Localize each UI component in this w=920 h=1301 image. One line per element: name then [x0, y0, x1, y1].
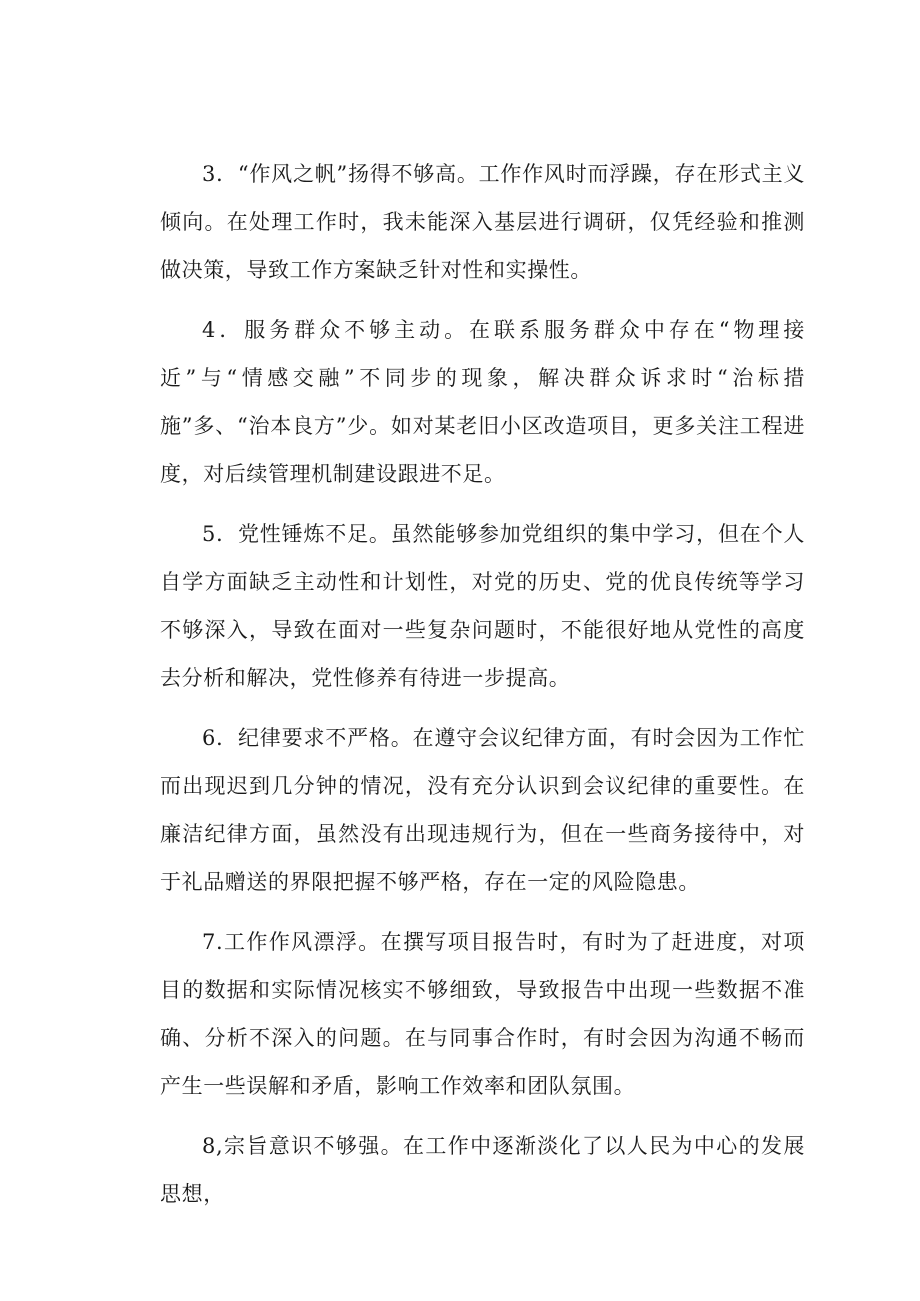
paragraph-item-5: 5．党性锤炼不足。虽然能够参加党组织的集中学习，但在个人自学方面缺乏主动性和计划性，对党的历史、党的优良传统等学习不够深入，导致在面对一些复杂问题时，不能很好地从党性的高度去分析和解决，党性修养有待进一步提高。 [160, 522, 805, 690]
paragraph-item-6: 6．纪律要求不严格。在遵守会议纪律方面，有时会因为工作忙而出现迟到几分钟的情况，没有充分认识到会议纪律的重要性。在廉洁纪律方面，虽然没有出现违规行为，但在一些商务接待中，对于礼品赠送的界限把握不够严格，存在一定的风险隐患。 [160, 726, 805, 894]
paragraph-item-3: 3．“作风之帆”扬得不够高。工作作风时而浮躁，存在形式主义倾向。在处理工作时，我未能深入基层进行调研，仅凭经验和推测做决策，导致工作方案缺乏针对性和实操性。 [160, 162, 805, 282]
paragraph-item-8: 8,宗旨意识不够强。在工作中逐渐淡化了以人民为中心的发展思想， [160, 1134, 805, 1206]
paragraph-item-7: 7.工作作风漂浮。在撰写项目报告时，有时为了赶进度，对项目的数据和实际情况核实不够细致，导致报告中出现一些数据不准确、分析不深入的问题。在与同事合作时，有时会因为沟通不畅而产生一些误解和矛盾，影响工作效率和团队氛围。 [160, 930, 805, 1098]
paragraph-item-4: 4．服务群众不够主动。在联系服务群众中存在“物理接近”与“情感交融”不同步的现象，解决群众诉求时“治标措施”多、“治本良方”少。如对某老旧小区改造项目，更多关注工程进度，对后续管理机制建设跟进不足。 [160, 318, 805, 486]
